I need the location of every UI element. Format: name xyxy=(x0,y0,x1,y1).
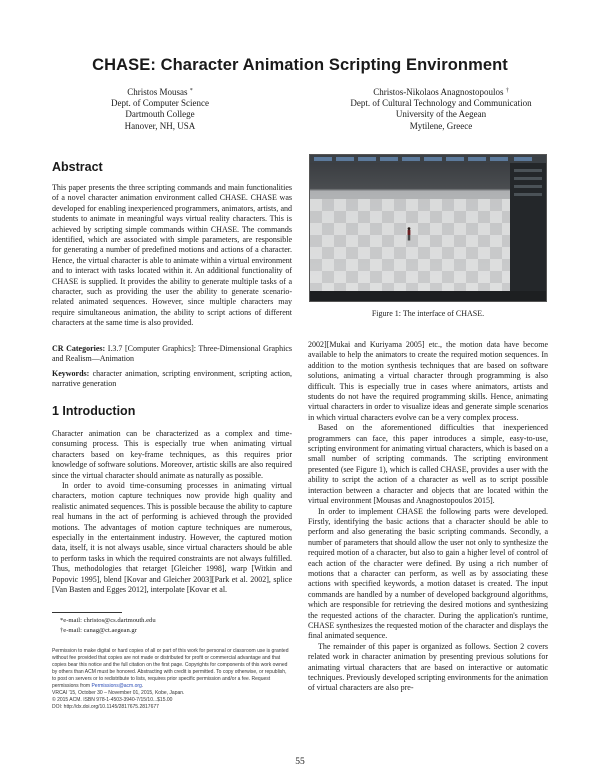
figure-bottom-bar xyxy=(310,291,546,301)
figure-panel-line xyxy=(514,177,542,180)
venue-line: VRCAI '15, October 30 – November 01, 2015, Kobe, Japan. xyxy=(52,690,185,696)
figure-tab xyxy=(336,157,354,161)
doi-line: DOI: http://dx.doi.org/10.1145/2817675.2817677 xyxy=(52,704,159,710)
virtual-character-icon xyxy=(406,227,412,241)
abstract-body xyxy=(52,183,292,329)
figure-tab xyxy=(514,157,532,161)
right-paragraph-2: Based on the aforementioned difficulties that inexperienced programmers can face, this paper introduces a simple, easy-to-use, scripting environment for animating virtual characters, which is based on a small number of scripting commands. The scripting environment presented (see Figure 1), which is called CHASE, provides a user with the ability to script the action of a character as well as to script possible interaction between a character and objects that are located within the virtual environment [Mousas and Anagnostopoulos 2015]. xyxy=(308,423,548,506)
intro-paragraph-1: Character animation can be characterized as a complex and time-consuming process. This is especially true when animating virtual characters based on key-frame techniques, as this requires prior knowledge of software solutions. Moreover, artistic skills are also required since the virtual character should animate as naturally as possible. xyxy=(52,429,292,480)
figure-caption: Figure 1: The interface of CHASE. xyxy=(371,309,485,318)
figure-toolbar xyxy=(310,155,546,163)
author-block-2 xyxy=(296,86,586,132)
paper-title: CHASE: Character Animation Scripting Environment xyxy=(92,56,508,74)
right-paragraph-3: In order to implement CHASE the following parts were developed. Firstly, identifying the basic actions that a character should be able to perform and also generating the basic scripting commands. Secondly, a number of parameters that should allow the user not only to synthesize the required motion of a character, but also to gain a higher level of control of each action of the character were defined. By using a rich number of motions that a character can perform, as well as by associating these actions with specified keywords, a motion dataset is created. The input commands are handled by a number of developed background algorithms, which are responsible for retrieving the desired motions and synthesizing the requested actions of the character. During the application's runtime, CHASE synthesizes the requested motion of the character and displays the final animated sequence. xyxy=(308,506,548,641)
right-paragraph-1: 2002][Mukai and Kuriyama 2005] etc., the motion data have become available to help the animators to create the required motion sequences. In addition to the motion synthesis techniques that are based on software solutions, animating a virtual character through programming is also difficult. This is especially true in cases where animators, artists and students do not have the required programming skills. Hence, animating virtual characters in order to visualize ideas and generate simple scenarios in which virtual characters evolve can be a very complex process. xyxy=(308,340,548,422)
intro-body xyxy=(52,429,292,596)
page-number: 55 xyxy=(295,757,305,767)
footnote-2: †e-mail: canag@ct.aegean.gr xyxy=(60,627,137,634)
figure-panel-line xyxy=(514,193,542,196)
author-mark: * xyxy=(189,88,193,94)
figure-tab xyxy=(468,157,486,161)
figure-panel-line xyxy=(514,185,542,188)
figure-tab xyxy=(358,157,376,161)
author-block-1 xyxy=(40,86,280,132)
cr-categories xyxy=(52,344,292,365)
figure-tab xyxy=(314,157,332,161)
author-location: Mytilene, Greece xyxy=(409,120,473,131)
cr-text: I.3.7 [Computer Graphics]: Three-Dimensional Graphics and Realism—Animation xyxy=(52,344,292,364)
footnote-1: *e-mail: christos@cs.dartmouth.edu xyxy=(60,617,156,624)
keywords-label: Keywords: xyxy=(52,369,90,378)
author-institution: Dartmouth College xyxy=(125,109,195,120)
right-paragraph-4: The remainder of this paper is organized as follows. Section 2 covers related work in character animation by presenting previous solutions for animating virtual characters that are based on interactive or automatic techniques. Previously developed scripting environments for the animation of virtual characters are also pre- xyxy=(308,641,548,693)
figure-tab xyxy=(446,157,464,161)
intro-paragraph-2: In order to avoid time-consuming processes in animating virtual characters, motion capture techniques now provide high quality and realistic animated sequences. This is possible because the ability to capture real humans in the act of performing is achieved through the provided motions. The advantages of motion capture techniques are numerous, especially in the entertainment industry. However, the captured motion data, itself, it is not always usable, since virtual characters should be able to perform tasks in which the required constraints are not always fulfilled. Thus, methodologies that retarget [Gleicher 1998], warp [Witkin and Popovic 1995], blend [Kovar and Gleicher 2003][Park et al. 2002], splice [Van Basten and Egges 2012], interpolate [Kovar et al. xyxy=(52,481,292,595)
author-institution: University of the Aegean xyxy=(395,109,487,120)
copyright-line: © 2015 ACM. ISBN 978-1-4503-3940-7/15/10...$15.00 xyxy=(52,697,173,703)
figure-panel-line xyxy=(514,169,542,172)
figure-tab xyxy=(402,157,420,161)
intro-heading: 1 Introduction xyxy=(52,404,136,418)
figure-3d-viewport xyxy=(310,163,510,291)
permission-email-link[interactable]: Permissions@acm.org xyxy=(91,683,142,689)
figure-checker-floor xyxy=(310,199,510,299)
footnote-rule xyxy=(52,612,122,613)
author-name: Christos Mousas xyxy=(127,87,188,97)
permission-block: Permission to make digital or hard copies of all or part of this work for personal or classroom use is granted without fee provided that copies are not made or distributed for profit or commercial advantage and that copies bear this notice and the full citation on the first page. Copyrights for components of this work owned by others than ACM must be honored. Abstracting with credit is permitted. To copy otherwise, or republish, to post on servers or to redistribute to lists, requires prior specific permission and/or a fee. Request permissions from Permissions@acm.org. VRCAI '15, October 30 – November 01, 2015, Kobe, Japan. © 2015 ACM. ISBN 978-1-4503-3940-7/15/10...$15.00 DOI: http://dx.doi.org/10.1145/2817675.2817677 xyxy=(52,648,289,710)
figure-tab xyxy=(424,157,442,161)
figure-chase-interface xyxy=(309,154,547,302)
keywords xyxy=(52,369,292,390)
figure-side-panel xyxy=(510,163,546,291)
author-dept: Dept. of Cultural Technology and Communication xyxy=(350,98,532,109)
abstract-heading: Abstract xyxy=(52,160,103,174)
author-location: Hanover, NH, USA xyxy=(124,120,196,131)
figure-tab xyxy=(380,157,398,161)
keywords-text: character animation, scripting environment, scripting action, narrative generation xyxy=(52,369,292,389)
author-dept: Dept. of Computer Science xyxy=(111,98,209,109)
right-column-body xyxy=(308,340,548,694)
abstract-text: This paper presents the three scripting commands and main functionalities of a novel character animation environment called CHASE. CHASE was developed for enabling inexperienced programmers, animators, artists, and students to animate in meaningful ways virtual reality characters. This is achieved by scripting simple commands within CHASE. The commands identified, which are associated with simple parameters, are responsible for generating a number of predefined motions and actions of a character. Hence, the virtual character is able to animate within a virtual environment and to interact with tasks located within it. An additional functionality of CHASE is supplied. It provides the ability to generate multiple tasks of a character, such as providing the user the ability to generate scenario-related animated sequences. However, since multiple characters may require simultaneous animation, the ability to script actions of different characters at the same time is also provided. xyxy=(52,183,292,328)
author-name: Christos-Nikolaos Anagnostopoulos xyxy=(373,87,504,97)
permission-text: Permission to make digital or hard copies of all or part of this work for personal or classroom use is granted without fee provided that copies are not made or distributed for profit or commercial advantage and that copies bear this notice and the full citation on the first page. Copyrights for components of this work owned by others than ACM must be honored. Abstracting with credit is permitted. To copy otherwise, or republish, to post on servers or to redistribute to lists, requires prior specific permission and/or a fee. Request permissions from xyxy=(52,648,289,689)
footnotes xyxy=(60,616,292,636)
cr-label: CR Categories: xyxy=(52,344,106,353)
author-mark: † xyxy=(505,88,509,94)
figure-tab xyxy=(490,157,508,161)
